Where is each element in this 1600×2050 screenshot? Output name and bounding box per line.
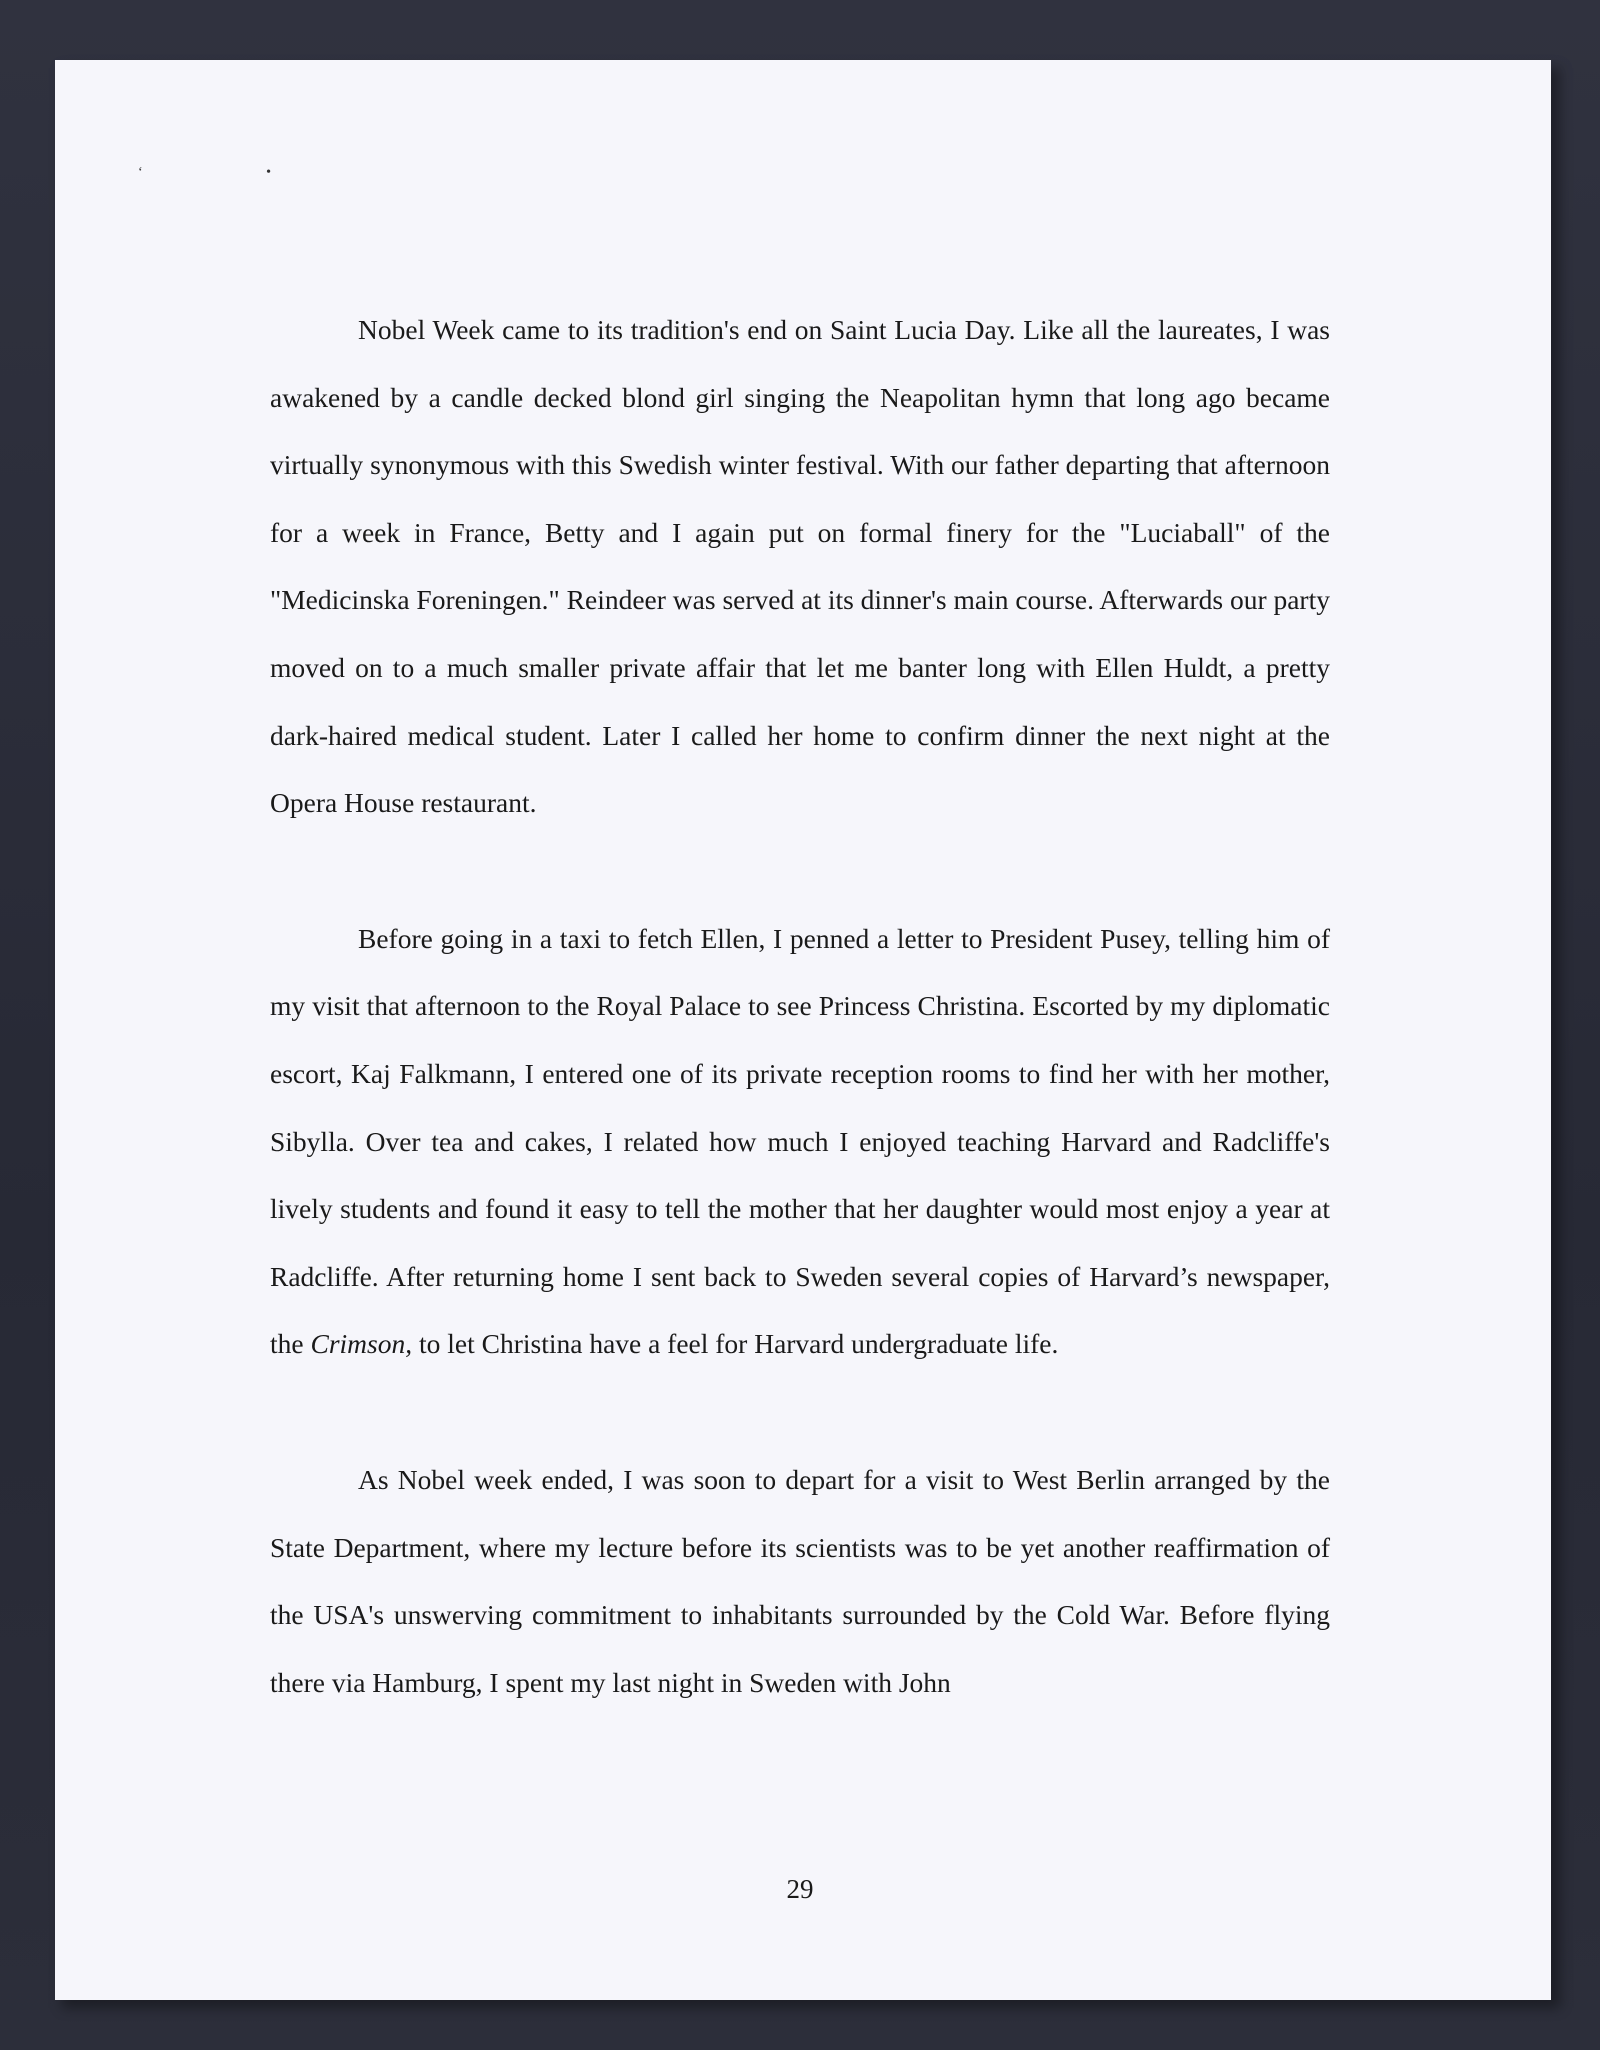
corner-marks: ‘ •: [138, 165, 332, 180]
crimson-italic: Crimson,: [310, 1328, 413, 1360]
paragraph-spacer: [270, 837, 1330, 905]
body-text: [270, 296, 1330, 1716]
paragraph-spacer: [270, 1378, 1330, 1446]
paragraph-2-text-b: to let Christina have a feel for Harvard undergraduate life.: [412, 1328, 1059, 1360]
paragraph-2: [270, 905, 1330, 1378]
paragraph-3: As Nobel week ended, I was soon to depart for a visit to West Berlin arranged by the State Department, where my lecture before its scientists was to be yet another reaffirmation of the USA's unswerving commitment to inhabitants surrounded by the Cold War. Before flying there via Hamburg, I spent my last night in Sweden with John: [270, 1463, 1330, 1698]
paragraph-1: Nobel Week came to its tradition's end on Saint Lucia Day. Like all the laureates, I was awakened by a candle decked blond girl singing the Neapolitan hymn that long ago became virtually synonymous with this Swedish winter festival. With our father departing that afternoon for a week in France, Betty and I again put on formal finery for the "Luciaball" of the "Medicinska Foreningen." Reindeer was served at its dinner's main course. Afterwards our party moved on to a much smaller private affair that let me banter long with Ellen Huldt, a pretty dark-haired medical student. Later I called her home to confirm dinner the next night at the Opera House restaurant.: [270, 314, 1330, 819]
page-number: 29: [786, 1874, 814, 1904]
paragraph-2-text-a: Before going in a taxi to fetch Ellen, I penned a letter to President Pusey, telling him of my visit that afternoon to the Royal Palace to see Princess Christina. Escorted by my diplomatic escort, Kaj Falkmann, I entered one of its private reception rooms to find her with her mother, Sibylla. Over tea and cakes, I related how much I enjoyed teaching Harvard and Radcliffe's lively students and found it easy to tell the mother that her daughter would most enjoy a year at Radcliffe. After returning home I sent back to Sweden several copies of Harvard’s newspaper, the: [270, 922, 1330, 1360]
